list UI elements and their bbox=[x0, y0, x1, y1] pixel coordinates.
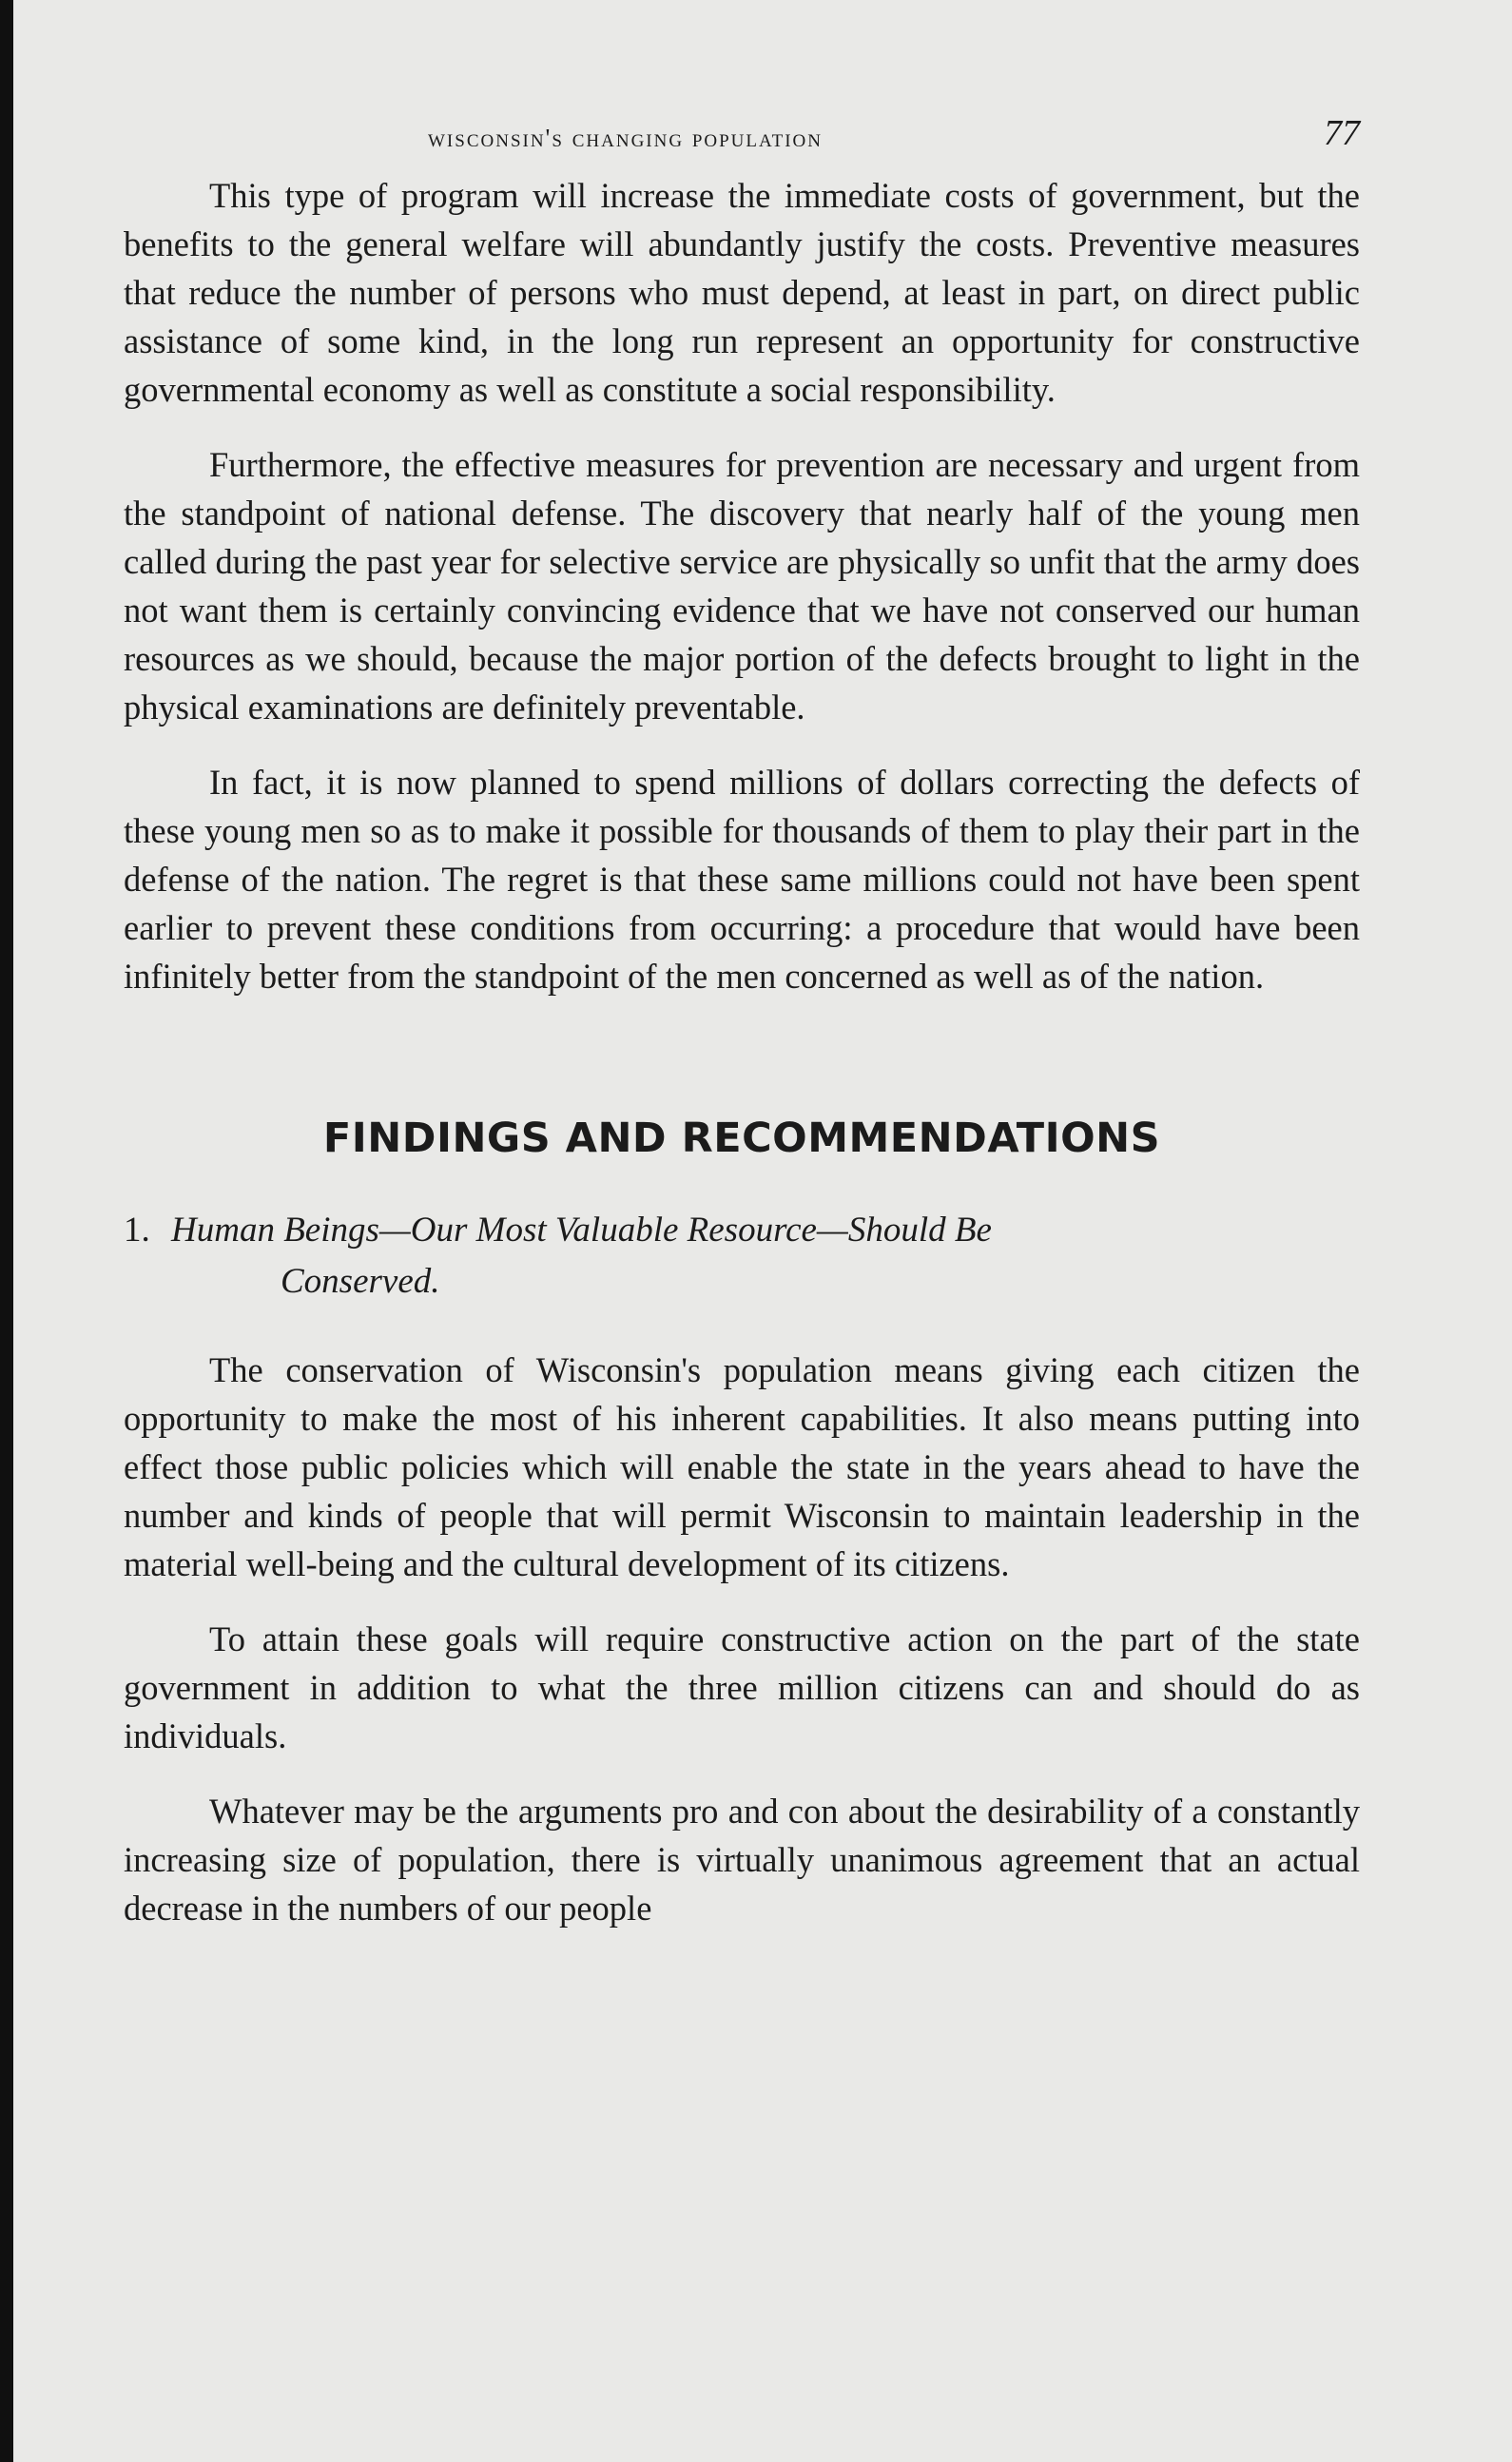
recommendation-title bbox=[171, 1205, 1179, 1308]
paragraph-population-size: Whatever may be the arguments pro and con about the desirability of a constantly increasing size of population, there is virtually unanimous agreement that an actual decrease in the numbers of our people bbox=[124, 1792, 1360, 1928]
recommendation-heading bbox=[124, 1205, 1360, 1308]
section-heading: FINDINGS AND RECOMMENDATIONS bbox=[322, 1115, 1161, 1162]
paragraph-conservation: The conservation of Wisconsin's population means giving each citizen the opportunity to make the most of his inherent capabilities. It also means putting into effect those public policies which will enable the state in the years ahead to have the number and kinds of people that will permit Wisconsin to maintain leadership in the material well-being and the cultural development of its citizens. bbox=[124, 1350, 1360, 1583]
recommendation-number: 1. bbox=[124, 1211, 150, 1250]
paragraph-national-defense: Furthermore, the effective measures for prevention are necessary and urgent from the standpoint of national defense. The discovery that nearly half of the young men called during the past year for selective service are physically so unfit that the army does not want them is certainly convincing evidence that we have not conserved our human resources as we should, because the major portion of the defects brought to light in the physical examinations are definitely preventable. bbox=[124, 445, 1360, 727]
page-binding-edge bbox=[0, 0, 13, 2462]
book-page bbox=[124, 105, 1360, 1959]
paragraph-program-costs: This type of program will increase the immediate costs of government, but the benefits to the general welfare will abundantly justify the costs. Preventive measures that reduce the number of persons who must depend, at least in part, on direct public assistance of some kind, in the long run represent an opportunity for constructive governmental economy as well as constitute a social responsibility. bbox=[124, 176, 1360, 409]
paragraph-goals: To attain these goals will require constructive action on the part of the state government in addition to what the three million citizens can and should do as individuals. bbox=[124, 1619, 1360, 1755]
running-title: wisconsin's changing population bbox=[428, 124, 823, 152]
page-number: 77 bbox=[1324, 113, 1360, 153]
paragraph-correcting-defects: In fact, it is now planned to spend millions of dollars correcting the defects of these young men so as to make it possible for thousands of them to play their part in the defense of the nation. The regret is that these same millions could not have been spent earlier to prevent these conditions from occurring: a procedure that would have been infinitely better from the standpoint of the men concerned as well as of the nation. bbox=[124, 763, 1360, 996]
running-head bbox=[124, 105, 1360, 171]
recommendation-title-line2: Conserved. bbox=[281, 1262, 440, 1301]
recommendation-title-line1: Human Beings—Our Most Valuable Resource—Should Be bbox=[171, 1211, 992, 1250]
